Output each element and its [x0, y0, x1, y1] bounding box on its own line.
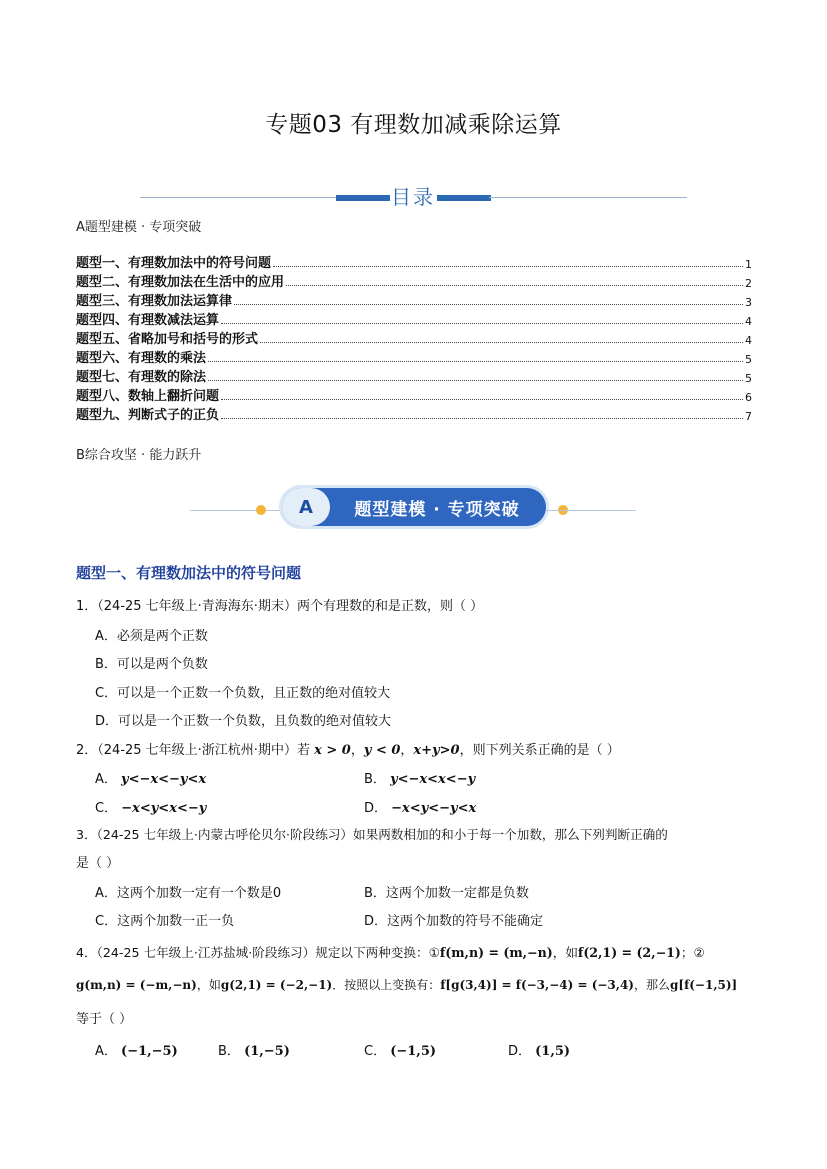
toc-item-label: 题型三、有理数加法运算律 — [76, 294, 233, 309]
banner-letter: A — [282, 488, 330, 526]
toc-leader — [260, 342, 743, 343]
question-1-option-b[interactable]: B．可以是两个负数 — [95, 657, 208, 672]
option-key: B． — [364, 772, 386, 787]
option-key: C． — [95, 801, 118, 816]
toc-item[interactable] — [76, 328, 752, 347]
toc-leader — [208, 380, 743, 381]
question-4-stem-line2 — [76, 976, 737, 993]
question-2-option-c[interactable] — [95, 797, 206, 816]
question-1-option-c[interactable]: C．可以是一个正数一个负数，且正数的绝对值较大 — [95, 686, 391, 701]
question-4-option-d[interactable] — [508, 1040, 570, 1059]
question-1-option-a[interactable]: A．必须是两个正数 — [95, 629, 208, 644]
separator: ， — [400, 743, 414, 758]
question-4-stem-line3: 等于（ ） — [76, 1012, 133, 1027]
option-math: (−1,5) — [390, 1044, 437, 1059]
math-condition-1: x > 0 — [314, 743, 351, 758]
option-key: D． — [364, 801, 388, 816]
question-4-option-b[interactable] — [218, 1040, 290, 1059]
toc-heading: 目录 — [391, 185, 435, 209]
option-key: D． — [508, 1044, 532, 1059]
toc-item-label: 题型二、有理数加法在生活中的应用 — [76, 275, 285, 290]
question-2-prefix: 2．（24-25 七年级上·浙江杭州·期中）若 — [76, 743, 310, 758]
toc-item-page: 1 — [745, 258, 752, 271]
toc-leader — [208, 361, 743, 362]
toc-item-page: 4 — [745, 315, 752, 328]
toc-item-label: 题型一、有理数加法中的符号问题 — [76, 256, 272, 271]
question-3-stem-line1: 3．（24-25 七年级上·内蒙古呼伦贝尔·阶段练习）如果两数相加的和小于每一个加数，那么下列判断正确的 — [76, 827, 668, 842]
section-heading: 题型一、有理数加法中的符号问题 — [76, 564, 302, 582]
math-condition-3: x+y>0 — [413, 743, 460, 758]
option-math: (−1,−5) — [121, 1044, 178, 1059]
toc-item-label: 题型八、数轴上翻折问题 — [76, 389, 220, 404]
toc-item-page: 7 — [745, 410, 752, 423]
math-condition-2: y < 0 — [363, 743, 401, 758]
toc-item-page: 6 — [745, 391, 752, 404]
toc-item-page: 4 — [745, 334, 752, 347]
toc-item[interactable] — [76, 252, 752, 271]
question-3-option-c[interactable]: C．这两个加数一正一负 — [95, 914, 235, 929]
toc-leader — [221, 418, 743, 419]
toc-leader — [234, 304, 743, 305]
toc-item[interactable] — [76, 309, 752, 328]
toc-section-a[interactable]: A题型建模 · 专项突破 — [76, 220, 202, 235]
toc-item-label: 题型九、判断式子的正负 — [76, 408, 220, 423]
math-f-example: f(2,1) = (2,−1) — [577, 945, 681, 960]
question-3-option-d[interactable]: D．这两个加数的符号不能确定 — [364, 914, 544, 929]
math-g-definition: g(m,n) = (−m,−n) — [76, 978, 197, 992]
toc-item[interactable] — [76, 290, 752, 309]
banner-text: 题型建模 · 专项突破 — [354, 499, 520, 520]
toc-item-page: 2 — [745, 277, 752, 290]
toc-item-page: 3 — [745, 296, 752, 309]
toc-divider-right — [489, 197, 687, 198]
toc-divider-left — [140, 197, 340, 198]
page-title: 专题03 有理数加减乘除运算 — [265, 112, 562, 138]
question-4-text: 4．（24-25 七年级上·江苏盐城·阶段练习）规定以下两种变换：① — [76, 945, 440, 960]
option-math: (1,5) — [535, 1044, 571, 1059]
toc-item-page: 5 — [745, 353, 752, 366]
toc-leader — [221, 399, 743, 400]
option-key: C． — [364, 1044, 387, 1059]
question-4-stem-line1 — [76, 942, 705, 961]
question-1-stem: 1．（24-25 七年级上·青海海东·期末）两个有理数的和是正数，则（ ） — [76, 599, 484, 614]
question-2-suffix: ，则下列关系正确的是（ ） — [459, 743, 620, 758]
question-4-option-a[interactable] — [95, 1040, 178, 1059]
toc-item-label: 题型七、有理数的除法 — [76, 370, 207, 385]
question-2-stem — [76, 739, 620, 758]
math-g-example: g(2,1) = (−2,−1) — [220, 978, 333, 992]
question-2-option-a[interactable] — [95, 768, 206, 787]
connector-text: ．按照以上变换有： — [332, 978, 441, 992]
toc-item[interactable] — [76, 347, 752, 366]
toc-leader — [273, 266, 743, 267]
connector-text: ，如 — [196, 978, 221, 992]
question-3-option-a[interactable]: A．这两个加数一定有一个数是0 — [95, 886, 282, 901]
option-math: −x<y<−y<x — [391, 801, 477, 816]
option-math: (1,−5) — [244, 1044, 290, 1059]
question-2-option-b[interactable] — [364, 768, 475, 787]
toc-bar-right — [437, 195, 491, 201]
question-1-option-d[interactable]: D．可以是一个正数一个负数，且负数的绝对值较大 — [95, 714, 392, 729]
toc-item-label: 题型六、有理数的乘法 — [76, 351, 207, 366]
toc-item[interactable] — [76, 385, 752, 404]
question-4-option-c[interactable] — [364, 1040, 436, 1059]
question-2-option-d[interactable] — [364, 797, 476, 816]
math-f-definition: f(m,n) = (m,−n) — [439, 945, 553, 960]
option-key: A． — [95, 772, 117, 787]
math-question: g[f(−1,5)] — [670, 978, 738, 992]
toc-item[interactable] — [76, 404, 752, 423]
question-3-stem-line2: 是（ ） — [76, 856, 120, 871]
question-3-option-b[interactable]: B．这两个加数一定都是负数 — [364, 886, 529, 901]
connector-text: ，那么 — [634, 978, 671, 992]
connector-text: ；② — [680, 945, 705, 960]
separator: ， — [350, 743, 364, 758]
toc-item-page: 5 — [745, 372, 752, 385]
option-key: B． — [218, 1044, 240, 1059]
toc-leader — [221, 323, 743, 324]
option-math: y<−x<x<−y — [390, 772, 476, 787]
banner-dot-left — [256, 505, 266, 515]
toc-item-label: 题型五、省略加号和括号的形式 — [76, 332, 259, 347]
toc-leader — [286, 285, 743, 286]
banner-line-left — [190, 510, 282, 511]
math-composition: f[g(3,4)] = f(−3,−4) = (−3,4) — [440, 978, 634, 992]
banner-line-right — [546, 510, 636, 511]
connector-text: ，如 — [552, 945, 578, 960]
option-key: A． — [95, 1044, 117, 1059]
toc-section-b[interactable]: B综合攻坚 · 能力跃升 — [76, 448, 202, 463]
option-math: y<−x<−y<x — [121, 772, 207, 787]
toc-item-label: 题型四、有理数减法运算 — [76, 313, 220, 328]
toc-item[interactable] — [76, 271, 752, 290]
toc-item[interactable] — [76, 366, 752, 385]
option-math: −x<y<x<−y — [121, 801, 207, 816]
